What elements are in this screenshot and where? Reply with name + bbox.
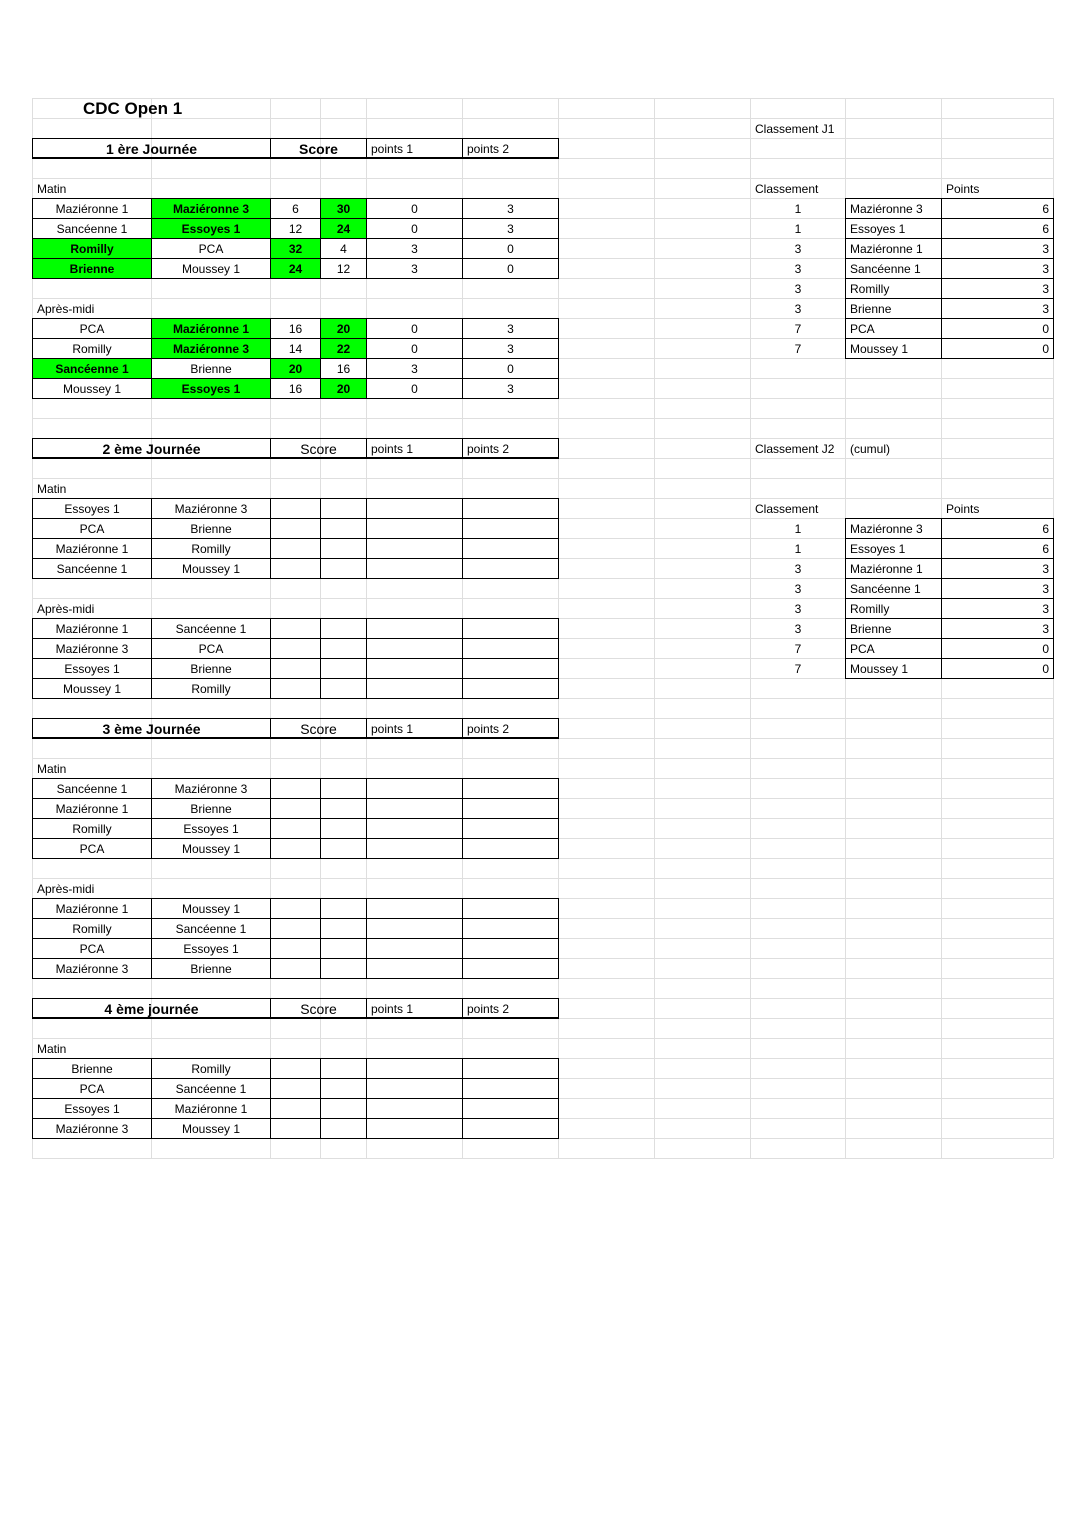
standings-rank[interactable]: 3 xyxy=(794,262,802,276)
team2-cell[interactable]: PCA xyxy=(198,642,224,656)
standings-table-row-line xyxy=(845,618,1053,619)
score2-cell[interactable]: 20 xyxy=(321,319,366,338)
team2-cell[interactable]: Essoyes 1 xyxy=(183,822,239,836)
score2-cell[interactable]: 30 xyxy=(321,199,366,218)
day-title[interactable]: 4 ème journée xyxy=(104,1001,199,1017)
team1-cell[interactable]: Maziéronne 1 xyxy=(55,802,129,816)
points2-cell[interactable]: 0 xyxy=(507,262,514,276)
points1-header[interactable]: points 1 xyxy=(371,1002,414,1016)
standings-rank[interactable]: 3 xyxy=(794,582,802,596)
match-table-row-line xyxy=(32,658,558,659)
standings-team[interactable]: Moussey 1 xyxy=(850,342,909,356)
standings-team[interactable]: Essoyes 1 xyxy=(850,222,906,236)
standings-team[interactable]: PCA xyxy=(850,322,875,336)
team2-cell[interactable]: Essoyes 1 xyxy=(183,942,239,956)
standings-rank[interactable]: 3 xyxy=(794,562,802,576)
team2-cell[interactable]: Romilly xyxy=(191,682,231,696)
team1-cell[interactable]: Moussey 1 xyxy=(62,682,122,696)
team2-cell[interactable]: Maziéronne 3 xyxy=(174,502,248,516)
standings-points[interactable]: 6 xyxy=(1042,202,1049,216)
standings-points[interactable]: 0 xyxy=(1042,662,1049,676)
standings-points[interactable]: 6 xyxy=(1042,522,1049,536)
points1-cell[interactable]: 0 xyxy=(411,322,418,336)
standings-team[interactable]: Maziéronne 1 xyxy=(850,242,923,256)
points2-cell[interactable]: 0 xyxy=(507,362,514,376)
match-table-row-line xyxy=(32,518,558,519)
standings-table-row-line xyxy=(845,578,1053,579)
score1-cell[interactable]: 14 xyxy=(288,342,303,356)
team1-cell[interactable]: Maziéronne 3 xyxy=(55,642,129,656)
team2-cell[interactable]: Sancéenne 1 xyxy=(175,1082,247,1096)
standings-table-row-line xyxy=(845,598,1053,599)
team2-cell[interactable]: Sancéenne 1 xyxy=(175,922,247,936)
score2-cell[interactable]: 16 xyxy=(336,362,351,376)
team1-cell[interactable]: Sancéenne 1 xyxy=(56,562,128,576)
team2-cell[interactable]: Maziéronne 3 xyxy=(152,199,270,218)
points2-header[interactable]: points 2 xyxy=(467,142,510,156)
session-label[interactable]: Après-midi xyxy=(37,302,95,316)
team1-cell[interactable]: Essoyes 1 xyxy=(64,502,120,516)
points2-cell[interactable]: 3 xyxy=(507,322,514,336)
points2-cell[interactable]: 3 xyxy=(507,222,514,236)
standings-team[interactable]: Maziéronne 3 xyxy=(850,202,923,216)
team1-cell[interactable]: Maziéronne 1 xyxy=(55,202,129,216)
score1-cell[interactable]: 32 xyxy=(271,239,320,258)
points1-cell[interactable]: 0 xyxy=(411,382,418,396)
team2-cell[interactable]: Maziéronne 1 xyxy=(174,1102,248,1116)
team1-cell[interactable]: Romilly xyxy=(72,922,112,936)
standings-rank[interactable]: 1 xyxy=(794,522,802,536)
match-table-row-line xyxy=(32,678,558,679)
points2-cell[interactable]: 0 xyxy=(507,242,514,256)
points1-cell[interactable]: 3 xyxy=(411,242,418,256)
score-header[interactable]: Score xyxy=(300,1001,337,1017)
standings-rank[interactable]: 3 xyxy=(794,282,802,296)
standings-points[interactable]: 3 xyxy=(1042,602,1049,616)
team1-cell[interactable]: Brienne xyxy=(33,259,151,278)
standings-points[interactable]: 3 xyxy=(1042,242,1049,256)
team1-cell[interactable]: PCA xyxy=(79,1082,105,1096)
score-header[interactable]: Score xyxy=(299,141,338,157)
team2-cell[interactable]: Brienne xyxy=(190,962,232,976)
team2-cell[interactable]: Essoyes 1 xyxy=(152,219,270,238)
score1-cell[interactable]: 16 xyxy=(288,382,303,396)
standings-team[interactable]: Sancéenne 1 xyxy=(850,262,921,276)
score-header[interactable]: Score xyxy=(300,721,337,737)
team1-cell[interactable]: PCA xyxy=(79,842,105,856)
score2-cell[interactable]: 20 xyxy=(321,379,366,398)
standings-table-row-line xyxy=(845,638,1053,639)
standings-table-row-line xyxy=(845,258,1053,259)
standings-team[interactable]: Romilly xyxy=(850,282,890,296)
team2-cell[interactable]: Moussey 1 xyxy=(181,842,241,856)
score2-cell[interactable]: 22 xyxy=(321,339,366,358)
team1-cell[interactable]: Maziéronne 1 xyxy=(55,622,129,636)
standings-points[interactable]: 3 xyxy=(1042,562,1049,576)
match-table-row-line xyxy=(32,1078,558,1079)
team2-cell[interactable]: PCA xyxy=(198,242,224,256)
team1-cell[interactable]: Maziéronne 3 xyxy=(55,962,129,976)
standings-points[interactable]: 3 xyxy=(1042,282,1049,296)
team2-cell[interactable]: Moussey 1 xyxy=(181,262,241,276)
match-table-row-line xyxy=(32,838,558,839)
standings-rank[interactable]: 7 xyxy=(794,662,802,676)
standings-table-row-line xyxy=(845,218,1053,219)
standings-rank[interactable]: 1 xyxy=(794,542,802,556)
standings-table-row-line xyxy=(845,658,1053,659)
points2-cell[interactable]: 3 xyxy=(507,202,514,216)
score2-cell[interactable]: 24 xyxy=(321,219,366,238)
standings-rank[interactable]: 3 xyxy=(794,242,802,256)
team2-cell[interactable]: Maziéronne 3 xyxy=(152,339,270,358)
match-table-row-line xyxy=(32,258,558,259)
standings-team[interactable]: Maziéronne 1 xyxy=(850,562,923,576)
score1-cell[interactable]: 16 xyxy=(288,322,303,336)
standings-team[interactable]: Sancéenne 1 xyxy=(850,582,921,596)
points1-cell[interactable]: 3 xyxy=(411,262,418,276)
match-table-row-line xyxy=(32,378,558,379)
team2-cell[interactable]: Brienne xyxy=(190,802,232,816)
match-table-row-line xyxy=(32,238,558,239)
score2-cell[interactable]: 12 xyxy=(336,262,351,276)
standings-table-row-line xyxy=(845,298,1053,299)
standings-team[interactable]: PCA xyxy=(850,642,875,656)
points2-header[interactable]: points 2 xyxy=(467,442,510,456)
standings-team[interactable]: Essoyes 1 xyxy=(850,542,906,556)
match-table-row-line xyxy=(32,218,558,219)
standings-rank[interactable]: 7 xyxy=(794,322,802,336)
standings-points[interactable]: 3 xyxy=(1042,262,1049,276)
gridline-vertical xyxy=(654,98,655,1158)
gridline-horizontal xyxy=(32,1158,1053,1159)
team2-cell[interactable]: Maziéronne 3 xyxy=(174,782,248,796)
page-title[interactable]: CDC Open 1 xyxy=(83,99,183,118)
team2-cell[interactable]: Romilly xyxy=(191,542,231,556)
team2-cell[interactable]: Moussey 1 xyxy=(181,1122,241,1136)
team1-cell[interactable]: Brienne xyxy=(71,1062,113,1076)
team2-cell[interactable]: Essoyes 1 xyxy=(152,379,270,398)
standings-team[interactable]: Romilly xyxy=(850,602,890,616)
standings-points[interactable]: 0 xyxy=(1042,322,1049,336)
standings-rank[interactable]: 3 xyxy=(794,622,802,636)
standings-table-row-line xyxy=(845,538,1053,539)
standings-points[interactable]: 6 xyxy=(1042,222,1049,236)
day-title[interactable]: 3 ème Journée xyxy=(102,721,201,737)
standings-points[interactable]: 6 xyxy=(1042,542,1049,556)
standings-team[interactable]: Moussey 1 xyxy=(850,662,909,676)
standings-team[interactable]: Brienne xyxy=(850,622,892,636)
points1-header[interactable]: points 1 xyxy=(371,142,414,156)
rank-header[interactable]: Classement xyxy=(755,182,819,196)
team1-cell[interactable]: Sancéenne 1 xyxy=(56,782,128,796)
rank-header[interactable]: Classement xyxy=(755,502,819,516)
score1-cell[interactable]: 24 xyxy=(271,259,320,278)
team2-cell[interactable]: Romilly xyxy=(191,1062,231,1076)
team1-cell[interactable]: Maziéronne 3 xyxy=(55,1122,129,1136)
standings-subtitle[interactable] xyxy=(846,119,941,138)
team2-cell[interactable]: Maziéronne 1 xyxy=(152,319,270,338)
points2-cell[interactable]: 3 xyxy=(507,382,514,396)
score1-cell[interactable]: 6 xyxy=(292,202,299,216)
session-label[interactable]: Après-midi xyxy=(37,882,95,896)
standings-table-row-line xyxy=(845,338,1053,339)
team1-cell[interactable]: Maziéronne 1 xyxy=(55,902,129,916)
team1-cell[interactable]: Romilly xyxy=(72,342,112,356)
team1-cell[interactable]: PCA xyxy=(79,942,105,956)
session-label[interactable]: Matin xyxy=(37,182,67,196)
standings-table-row-line xyxy=(845,238,1053,239)
session-label[interactable]: Matin xyxy=(37,482,67,496)
points-header[interactable]: Points xyxy=(946,182,980,196)
team2-cell[interactable]: Brienne xyxy=(190,362,232,376)
points1-cell[interactable]: 0 xyxy=(411,222,418,236)
match-table-row-line xyxy=(32,938,558,939)
team2-cell[interactable]: Sancéenne 1 xyxy=(175,622,247,636)
standings-points[interactable]: 0 xyxy=(1042,342,1049,356)
match-table-row-line xyxy=(32,1118,558,1119)
score1-cell[interactable]: 12 xyxy=(288,222,303,236)
points2-header[interactable]: points 2 xyxy=(467,1002,510,1016)
points2-cell[interactable]: 3 xyxy=(507,342,514,356)
standings-points[interactable]: 0 xyxy=(1042,642,1049,656)
session-label[interactable]: Matin xyxy=(37,1042,67,1056)
points1-header[interactable]: points 1 xyxy=(371,442,414,456)
session-label[interactable]: Matin xyxy=(37,762,67,776)
points1-cell[interactable]: 3 xyxy=(411,362,418,376)
standings-title[interactable]: Classement J2 xyxy=(755,442,835,456)
session-label[interactable]: Après-midi xyxy=(37,602,95,616)
match-table-row-line xyxy=(32,638,558,639)
standings-team[interactable]: Maziéronne 3 xyxy=(850,522,923,536)
match-table-row-line xyxy=(32,538,558,539)
team2-cell[interactable]: Brienne xyxy=(190,522,232,536)
team2-cell[interactable]: Moussey 1 xyxy=(181,562,241,576)
team1-cell[interactable]: Maziéronne 1 xyxy=(55,542,129,556)
points1-cell[interactable]: 0 xyxy=(411,202,418,216)
match-table-row-line xyxy=(32,358,558,359)
team1-cell[interactable]: Sancéenne 1 xyxy=(33,359,151,378)
points1-cell[interactable]: 0 xyxy=(411,342,418,356)
match-table-row-line xyxy=(32,798,558,799)
team2-cell[interactable]: Moussey 1 xyxy=(181,902,241,916)
standings-rank[interactable]: 3 xyxy=(794,302,802,316)
gridline-horizontal xyxy=(32,418,1053,419)
standings-rank[interactable]: 7 xyxy=(794,342,802,356)
points-header[interactable]: Points xyxy=(946,502,980,516)
standings-table-row-line xyxy=(845,278,1053,279)
match-table-row-line xyxy=(32,558,558,559)
standings-team[interactable]: Brienne xyxy=(850,302,892,316)
standings-rank[interactable]: 1 xyxy=(794,202,802,216)
points1-header[interactable]: points 1 xyxy=(371,722,414,736)
day-title[interactable]: 1 ère Journée xyxy=(105,141,198,157)
team1-cell[interactable]: Romilly xyxy=(72,822,112,836)
standings-rank[interactable]: 1 xyxy=(794,222,802,236)
match-table-row-line xyxy=(32,338,558,339)
score2-cell[interactable]: 4 xyxy=(340,242,347,256)
standings-table-row-line xyxy=(845,318,1053,319)
team1-cell[interactable]: PCA xyxy=(79,322,105,336)
standings-subtitle[interactable]: (cumul) xyxy=(850,442,891,456)
score1-cell[interactable]: 20 xyxy=(271,359,320,378)
match-table-row-line xyxy=(32,818,558,819)
team1-cell[interactable]: Moussey 1 xyxy=(62,382,122,396)
score-header[interactable]: Score xyxy=(300,441,337,457)
points2-header[interactable]: points 2 xyxy=(467,722,510,736)
team1-cell[interactable]: PCA xyxy=(79,522,105,536)
standings-rank[interactable]: 3 xyxy=(794,602,802,616)
standings-title[interactable]: Classement J1 xyxy=(755,122,835,136)
standings-points[interactable]: 3 xyxy=(1042,622,1049,636)
match-table-row-line xyxy=(32,918,558,919)
team1-cell[interactable]: Sancéenne 1 xyxy=(56,222,128,236)
standings-points[interactable]: 3 xyxy=(1042,582,1049,596)
day-title[interactable]: 2 ème Journée xyxy=(102,441,201,457)
match-table-row-line xyxy=(32,1098,558,1099)
team2-cell[interactable]: Brienne xyxy=(190,662,232,676)
match-table-row-line xyxy=(32,958,558,959)
team1-cell[interactable]: Romilly xyxy=(33,239,151,258)
team1-cell[interactable]: Essoyes 1 xyxy=(64,1102,120,1116)
standings-table-row-line xyxy=(845,558,1053,559)
team1-cell[interactable]: Essoyes 1 xyxy=(64,662,120,676)
standings-rank[interactable]: 7 xyxy=(794,642,802,656)
standings-points[interactable]: 3 xyxy=(1042,302,1049,316)
